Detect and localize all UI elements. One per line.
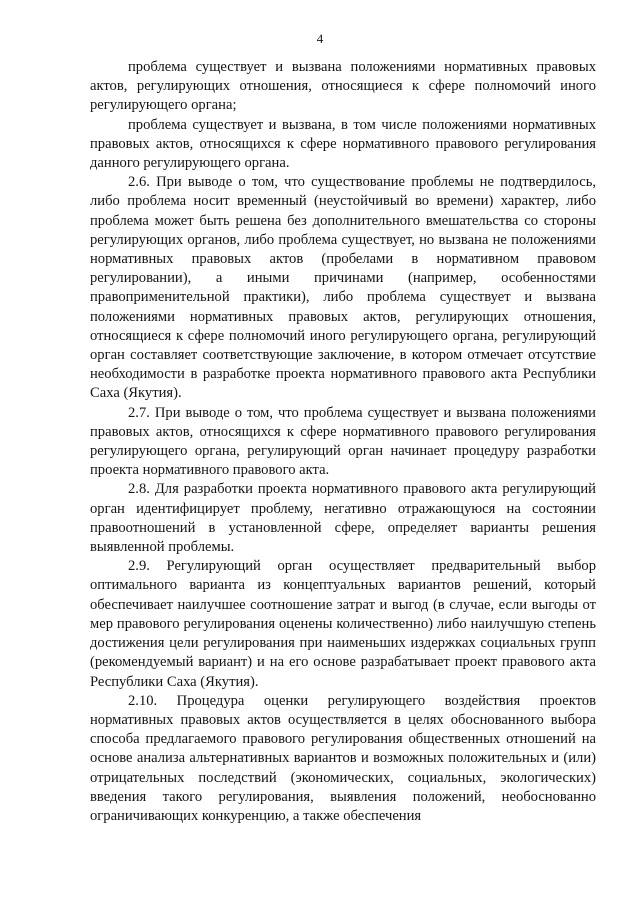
page-number: 4 <box>316 31 324 46</box>
document-body <box>90 58 596 826</box>
paragraph-problem-other-authority: проблема существует и вызвана положениями нормативных правовых актов, регулирующих отношения, относящиеся к сфере полномочий иного регулирующего органа; <box>90 59 596 114</box>
paragraph-problem-own-authority: проблема существует и вызвана, в том числе положениями нормативных правовых актов, относящихся к сфере нормативного правового регулирования данного регулирующего органа. <box>90 116 596 172</box>
paragraph-2-8: 2.8. Для разработки проекта нормативного правового акта регулирующий орган идентифицирует проблему, негативно отражающуюся на состоянии правоотношений в установленной сфере, определяет варианты решения выявленной проблемы. <box>90 481 596 556</box>
paragraph-2-7: 2.7. При выводе о том, что проблема существует и вызвана положениями правовых актов, относящихся к сфере нормативного правового регулирования регулирующего органа, регулирующий орган начинает процедуру разработки проекта нормативного правового акта. <box>90 404 596 479</box>
paragraph-2-10: 2.10. Процедура оценки регулирующего воздействия проектов нормативных правовых актов осуществляется в целях обоснованного выбора способа предлагаемого правового регулирования общественных отношений на основе анализа альтернативных вариантов и возможных положительных и (или) отрицательных последствий (экономических, социальных, экологических) введения такого регулирования, выявления положений, необоснованно ограничивающих конкуренцию, а также обеспечения <box>90 692 596 824</box>
paragraph-2-6: 2.6. При выводе о том, что существование проблемы не подтвердилось, либо проблема носит временный (неустойчивый во времени) характер, либо проблема может быть решена без дополнительного вмешательства со стороны регулирующих органов, либо проблема существует, но вызвана не положениями нормативных правовых актов (пробелами в нормативном правовом регулировании), а иными причинами (например, особенностями правоприменительной практики), либо проблема существует и вызвана положениями нормативных правовых актов, регулирующих отношения, относящиеся к сфере полномочий иного регулирующего органа, регулирующий орган составляет соответствующие заключение, в котором отмечает отсутствие необходимости в разработке проекта нормативного правового акта Республики Саха (Якутия). <box>90 174 596 402</box>
paragraph-2-9: 2.9. Регулирующий орган осуществляет предварительный выбор оптимального варианта из концептуальных вариантов решений, который обеспечивает наилучшее соотношение затрат и выгод (в случае, если выгоды от мер правового регулирования оценены количественно) либо наилучшую степень достижения цели регулирования при наименьших издержках социальных групп (рекомендуемый вариант) и на его основе разрабатывает проект правового акта Республики Саха (Якутия). <box>90 558 596 690</box>
